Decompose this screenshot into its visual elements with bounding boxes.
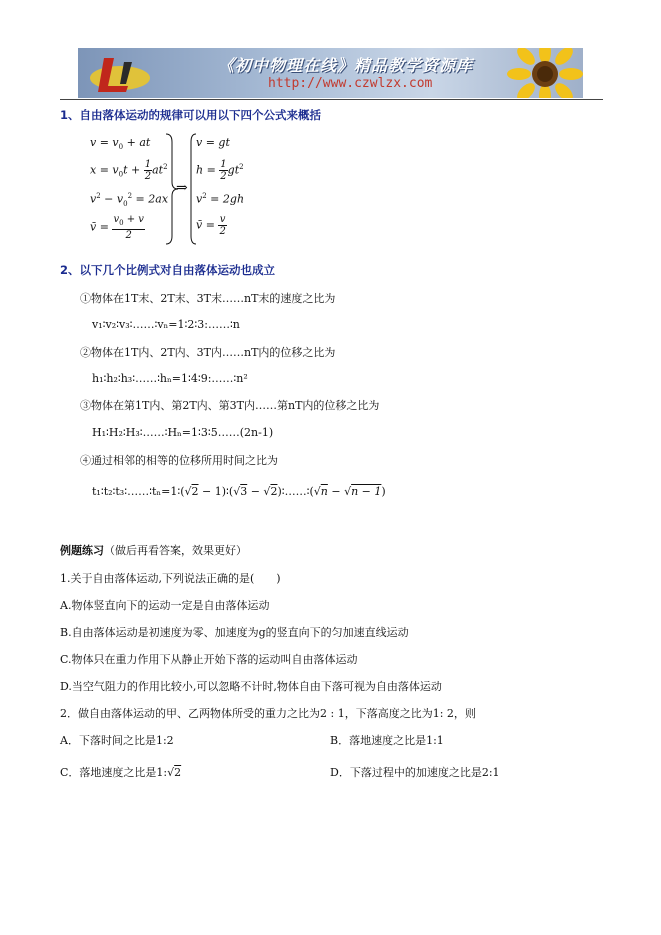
q1-option-a: A.物体竖直向下的运动一定是自由落体运动 xyxy=(60,599,270,612)
formula-v: $v = v_0$ + at xyxy=(90,136,151,152)
formula-vbar2: v̄ = $\frac{v}{2}$ xyxy=(196,214,226,237)
section2-heading: 2、以下几个比例式对自由落体运动也成立 xyxy=(60,263,275,277)
q2-option-d: D．下落过程中的加速度之比是2:1 xyxy=(330,766,500,779)
q1-option-d: D.当空气阻力的作用比较小,可以忽略不计时,物体自由下落可视为自由落体运动 xyxy=(60,680,442,693)
q1-stem: 1.关于自由落体运动,下列说法正确的是( ) xyxy=(60,572,281,585)
ratio-item4-formula: t₁∶t₂∶t₃∶……∶tₙ=1∶(√2 − 1)∶(√3 − √2)∶……∶(√n − √n − 1) xyxy=(92,485,386,498)
banner-url: http://www.czwlzx.com xyxy=(268,76,433,91)
formula-2gh: $v^2 = 2gh$ xyxy=(196,192,245,206)
ratio-item4-prefix: t₁∶t₂∶t₃∶……∶tₙ=1∶ xyxy=(92,485,181,498)
formula-vbar: v̄ = $\frac{v_0 + v}{2}$ xyxy=(90,214,144,241)
formula-x: $x = v_0t$ + $\frac{1}{2}$ $at^2$ xyxy=(90,159,168,182)
formula-gt: v = gt xyxy=(196,136,230,149)
q2-option-b: B．落地速度之比是1:1 xyxy=(330,734,444,747)
formula-h: h = $\frac{1}{2}$ $gt^2$ xyxy=(196,159,244,182)
banner-title: 《初中物理在线》精品教学资源库 xyxy=(218,56,474,75)
examples-heading: 例题练习 xyxy=(60,544,104,557)
q1-option-b: B.自由落体运动是初速度为零、加速度为g的竖直向下的匀加速直线运动 xyxy=(60,626,409,639)
q2-option-a: A．下落时间之比是1:2 xyxy=(60,734,174,747)
sunflower-icon xyxy=(504,48,583,98)
site-logo-icon xyxy=(84,52,154,94)
section1-heading: 1、自由落体运动的规律可以用以下四个公式来概括 xyxy=(60,108,321,122)
ratio-item2-formula: h₁∶h₂∶h₃∶……∶hₙ=1∶4∶9:……∶n² xyxy=(92,372,248,385)
ratio-item4-label: ④通过相邻的相等的位移所用时间之比为 xyxy=(80,454,278,467)
ratio-item3-formula: H₁∶H₂∶H₃∶……∶Hₙ=1∶3∶5……(2n-1) xyxy=(92,426,274,439)
ratio-item2-label: ②物体在1T内、2T内、3T内……nT内的位移之比为 xyxy=(80,346,336,359)
q1-option-c: C.物体只在重力作用下从静止开始下落的运动叫自由落体运动 xyxy=(60,653,358,666)
implies-arrow-icon: ⇒ xyxy=(176,180,188,196)
ratio-item3-label: ③物体在第1T内、第2T内、第3T内……第nT内的位移之比为 xyxy=(80,399,380,412)
header-banner xyxy=(78,48,583,98)
formula-v2: $v^2 - v_0^2 = 2ax$ xyxy=(90,192,169,208)
q2-option-c-row: C．落地速度之比是1:√2 xyxy=(60,766,182,779)
q2-option-c: C．落地速度之比是1: xyxy=(60,766,168,779)
examples-heading-row xyxy=(60,542,247,558)
examples-heading-note: （做后再看答案，效果更好） xyxy=(104,544,247,557)
header-rule xyxy=(60,99,603,100)
ratio-item1-label: ①物体在1T末、2T末、3T末……nT末的速度之比为 xyxy=(80,292,336,305)
ratio-item1-formula: v₁∶v₂∶v₃∶……∶vₙ=1∶2∶3:……∶n xyxy=(92,318,240,331)
formula-block xyxy=(88,132,278,247)
q2-stem: 2．做自由落体运动的甲、乙两物体所受的重力之比为2 : 1，下落高度之比为1: 2，则 xyxy=(60,707,476,720)
